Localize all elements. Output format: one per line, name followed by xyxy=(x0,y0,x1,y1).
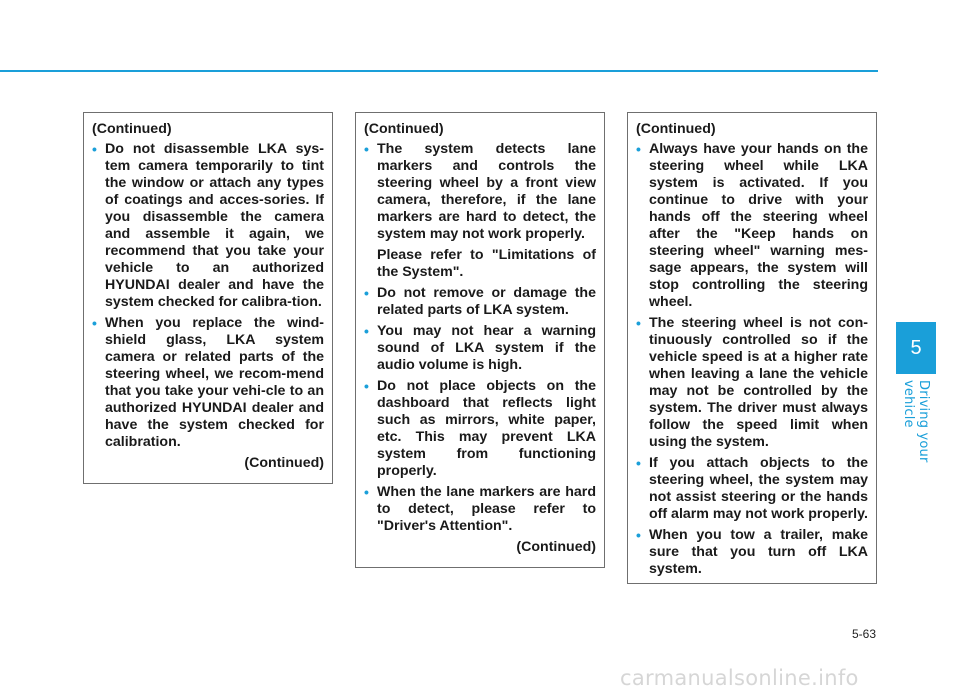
bullet-text: Do not disassemble LKA sys-tem camera temporarily to tint the window or attach any types of coatings and acces-sories. If you disassemble the camera and assemble it again, we recommend that you take your vehicle to an authorized HYUNDAI dealer and have the system checked for calibra-tion. xyxy=(105,141,324,310)
bullet-item xyxy=(636,315,868,451)
bullet-icon: • xyxy=(636,455,641,471)
bullet-icon: • xyxy=(364,285,369,301)
bullet-icon: • xyxy=(364,378,369,394)
caution-box-2 xyxy=(355,112,605,568)
bullet-item xyxy=(636,141,868,311)
continued-header: (Continued) xyxy=(364,121,444,137)
caution-box-1 xyxy=(83,112,333,484)
bullet-icon: • xyxy=(364,141,369,157)
bullet-item xyxy=(636,527,868,578)
bullet-text: When you replace the wind-shield glass, LKA system camera or related parts of the steering wheel, we recom-mend that you take your vehi-cle to an authorized HYUNDAI dealer and have the system checked for calibration. xyxy=(105,315,324,450)
continued-footer: (Continued) xyxy=(516,539,596,555)
bullet-text: Do not remove or damage the related parts of LKA system. xyxy=(377,285,596,318)
chapter-title: Driving your vehicle xyxy=(901,380,931,463)
bullet-text: The system detects lane markers and controls the steering wheel by a front view camera, therefore, if the lane markers are hard to detect, the system may not work properly. xyxy=(377,141,596,242)
header-rule xyxy=(0,70,878,72)
chapter-number: 5 xyxy=(910,336,922,359)
bullet-text: You may not hear a warning sound of LKA system if the audio volume is high. xyxy=(377,323,596,373)
bullet-item xyxy=(364,378,596,480)
bullet-icon: • xyxy=(92,141,97,157)
continued-footer: (Continued) xyxy=(244,455,324,471)
bullet-text: If you attach objects to the steering wheel, the system may not assist steering or the hands off alarm may not work properly. xyxy=(649,455,868,522)
bullet-item xyxy=(364,285,596,319)
bullet-icon: • xyxy=(636,141,641,157)
continued-header: (Continued) xyxy=(636,121,716,137)
bullet-text: When you tow a trailer, make sure that you turn off LKA system. xyxy=(649,527,868,577)
bullet-text: Do not place objects on the dashboard that reflects light such as mirrors, white paper, etc. This may prevent LKA system from functioning properly. xyxy=(377,378,596,479)
chapter-title-vertical xyxy=(896,380,936,500)
watermark-link[interactable]: carmanualsonline.info xyxy=(620,666,859,690)
chapter-tab xyxy=(896,322,936,374)
caution-box-3 xyxy=(627,112,877,584)
bullet-icon: • xyxy=(636,527,641,543)
bullet-icon: • xyxy=(636,315,641,331)
reference-note: Please refer to "Limitations of the System". xyxy=(377,247,596,280)
bullet-icon: • xyxy=(364,323,369,339)
bullet-icon: • xyxy=(92,315,97,331)
bullet-item xyxy=(364,323,596,374)
page-number: 5-63 xyxy=(851,627,876,641)
bullet-item xyxy=(92,141,324,311)
continued-header: (Continued) xyxy=(92,121,172,137)
bullet-icon: • xyxy=(364,484,369,500)
bullet-item xyxy=(636,455,868,523)
bullet-text: Always have your hands on the steering wheel while LKA system is activated. If you continue to drive with your hands off the steering wheel after the "Keep hands on steering wheel" warning mes-sage appears, the system will stop controlling the steering wheel. xyxy=(649,141,868,310)
bullet-item xyxy=(364,484,596,535)
bullet-item xyxy=(364,141,596,243)
bullet-item xyxy=(92,315,324,451)
bullet-text: When the lane markers are hard to detect, please refer to "Driver's Attention". xyxy=(377,484,596,534)
bullet-text: The steering wheel is not con-tinuously controlled so if the vehicle speed is at a higher rate when leaving a lane the vehicle may not be controlled by the system. The driver must always follow the speed limit when using the system. xyxy=(649,315,868,450)
